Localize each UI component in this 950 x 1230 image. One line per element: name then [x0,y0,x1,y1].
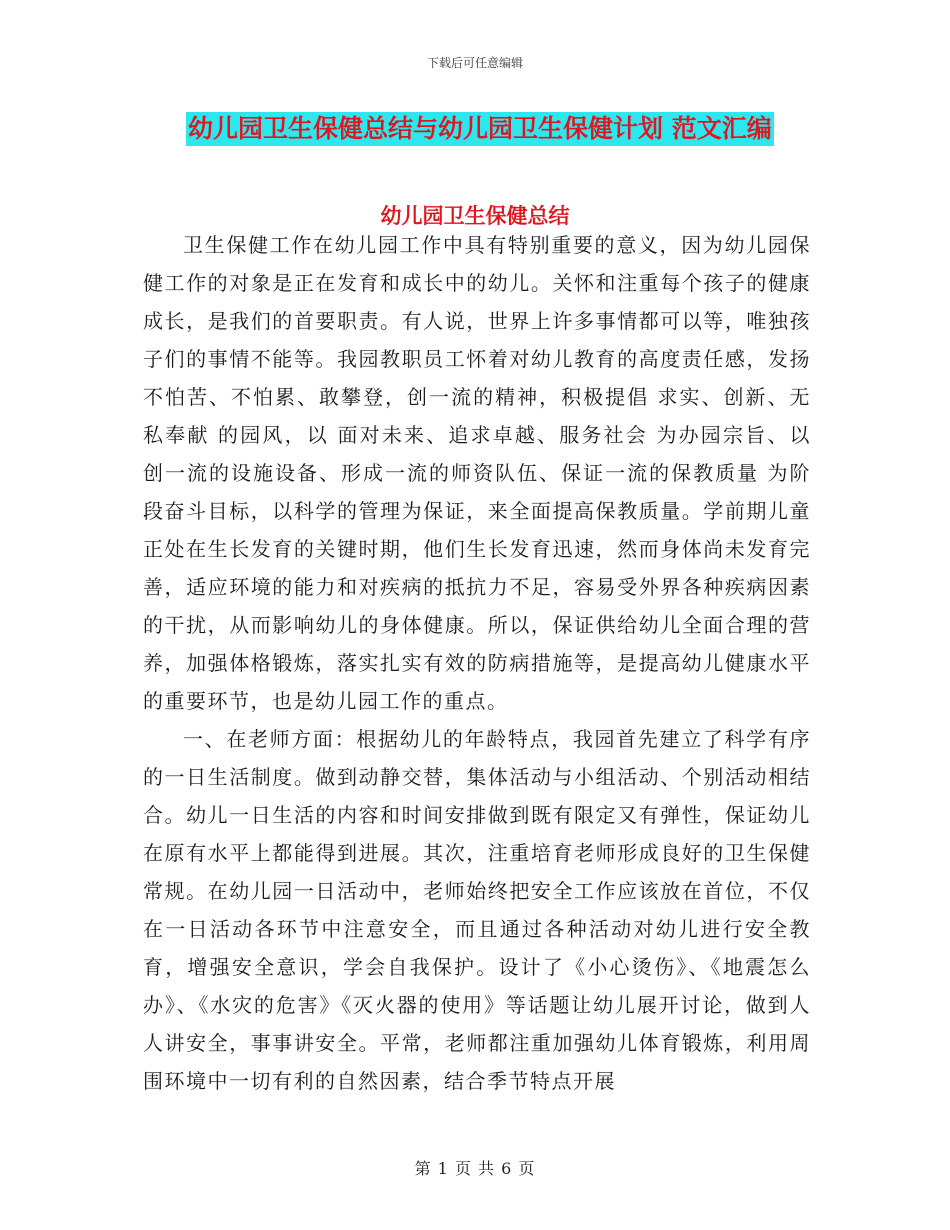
paragraph-intro: 卫生保健工作在幼儿园工作中具有特别重要的意义，因为幼儿园保健工作的对象是正在发育和成长中的幼儿。关怀和注重每个孩子的健康成长，是我们的首要职责。有人说，世界上许多事情都可以等，唯独孩子们的事情不能等。我园教职员工怀着对幼儿教育的高度责任感，发扬不怕苦、不怕累、敢攀登，创一流的精神，积极提倡 求实、创新、无私奉献 的园风，以 面对未来、追求卓越、服务社会 为办园宗旨、以 创一流的设施设备、形成一流的师资队伍、保证一流的保教质量 为阶段奋斗目标，以科学的管理为保证，来全面提高保教质量。学前期儿童正处在生长发育的关键时期，他们生长发育迅速，然而身体尚未发育完善，适应环境的能力和对疾病的抵抗力不足，容易受外界各种疾病因素的干扰，从而影响幼儿的身体健康。所以，保证供给幼儿全面合理的营养，加强体格锻炼，落实扎实有效的防病措施等，是提高幼儿健康水平的重要环节，也是幼儿园工作的重点。 [143,233,811,713]
page-number: 第 1 页 共 6 页 [414,1159,536,1178]
section-title: 幼儿园卫生保健总结 [380,203,570,228]
paragraph-teacher-section: 一、在老师方面：根据幼儿的年龄特点，我园首先建立了科学有序的一日生活制度。做到动静交替，集体活动与小组活动、个别活动相结合。幼儿一日生活的内容和时间安排做到既有限定又有弹性，保证幼儿在原有水平上都能得到进展。其次，注重培育老师形成良好的卫生保健常规。在幼儿园一日活动中，老师始终把安全工作应该放在首位，不仅在一日活动各环节中注意安全，而且通过各种活动对幼儿进行安全教育，增强安全意识，学会自我保护。设计了《小心烫伤》、《地震怎么办》、《水灾的危害》《灭火器的使用》等话题让幼儿展开讨论，做到人人讲安全，事事讲安全。平常，老师都注重加强幼儿体育锻炼，利用周围环境中一切有利的自然因素，结合季节特点开展 [143,727,811,1093]
document-title: 幼儿园卫生保健总结与幼儿园卫生保健计划 范文汇编 [186,112,774,146]
document-body [143,226,811,1100]
header-note: 下载后可任意编辑 [426,56,523,70]
